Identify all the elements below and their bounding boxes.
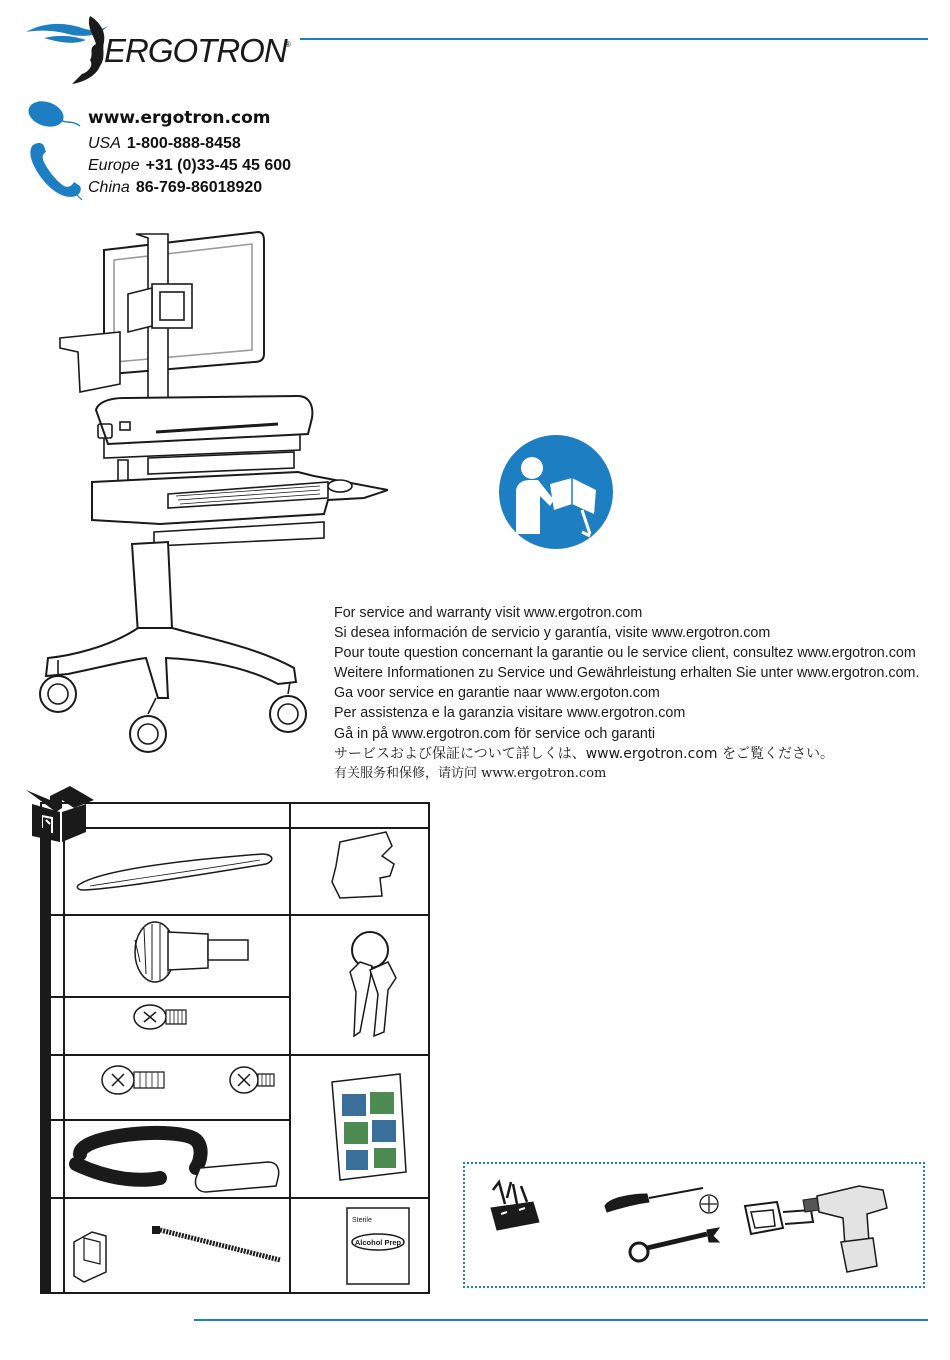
service-line-en: For service and warranty visit www.ergotron.com <box>334 605 643 621</box>
wipe-label-top: Sterile <box>352 1217 372 1224</box>
website-link[interactable]: www.ergotron.com <box>88 108 271 128</box>
service-warranty-text <box>334 603 934 784</box>
phone-number: 86-769-86018920 <box>135 179 263 196</box>
service-line-nl: Ga voor service en garantie naar www.ergoton.com <box>334 685 660 702</box>
telephone-icon <box>28 140 84 202</box>
phone-china <box>88 179 262 197</box>
service-line-fr: Pour toute question concernant la garantie ou le service client, consultez www.ergotron.com <box>334 645 916 662</box>
phillips-screwdriver-icon <box>605 1188 718 1213</box>
service-line-it: Per assistenza e la garanzia visitare www.ergotron.com <box>334 705 686 722</box>
phone-europe <box>88 157 291 175</box>
footer-rule <box>194 1319 928 1321</box>
header-rule <box>300 38 928 40</box>
parts-inventory-grid <box>40 802 430 1294</box>
socket-icon <box>745 1202 813 1234</box>
service-line-de: Weitere Informationen zu Service und Gewährleistung erhalten Sie unter www.ergotron.com. <box>334 665 920 682</box>
combination-wrench-icon <box>630 1228 719 1261</box>
service-line-sv: Gå in på www.ergotron.com för service och garanti <box>334 725 656 742</box>
cordless-drill-icon <box>803 1186 887 1272</box>
phone-region: Europe <box>88 157 140 174</box>
service-line-es: Si desea información de servicio y garantía, visite www.ergotron.com <box>334 625 771 642</box>
service-line-ja: サービスおよび保証について詳しくは、www.ergotron.com をご覧ください。 <box>334 745 834 762</box>
brand-wordmark: ERGOTRON <box>104 32 287 69</box>
service-line-zh: 有关服务和保修，请访问 www.ergotron.com <box>334 765 607 781</box>
phone-number: +31 (0)33-45 45 600 <box>145 157 292 174</box>
read-manual-icon <box>498 434 614 550</box>
computer-mouse-icon <box>26 98 82 132</box>
toolbox-icon <box>491 1182 539 1230</box>
phone-region: China <box>88 179 130 196</box>
phone-number: 1-800-888-8458 <box>126 135 241 152</box>
wipe-label: Alcohol Prep <box>354 1238 402 1247</box>
phone-usa <box>88 135 241 153</box>
phone-region: USA <box>88 135 121 152</box>
required-tools-illustration <box>463 1162 925 1288</box>
registered-mark: ® <box>285 40 291 49</box>
